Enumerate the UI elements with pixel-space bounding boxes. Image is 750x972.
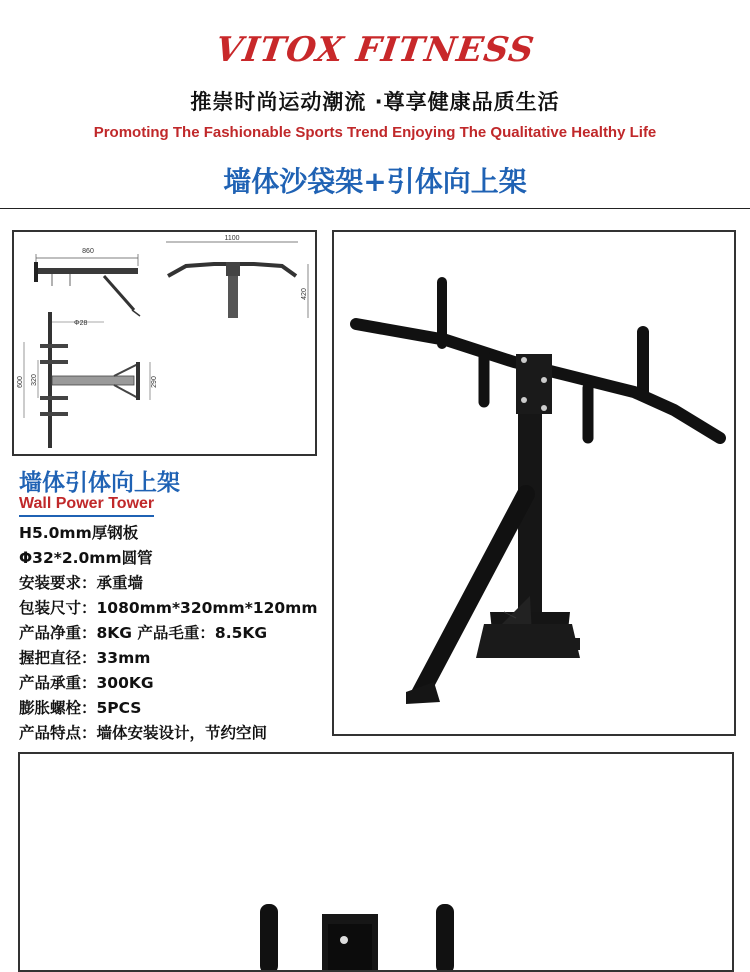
header-divider [0, 208, 750, 209]
spec-item: H5.0mm厚钢板 [19, 524, 139, 542]
dim-1100: 1100 [224, 235, 240, 242]
spec-item: 包装尺寸：1080mm*320mm*120mm [19, 599, 318, 617]
spec-item: 产品承重：300KG [19, 674, 154, 692]
dim-600: 600 [17, 376, 24, 388]
product-photo [332, 230, 736, 736]
spec-item: 产品特点：墙体安装设计，节约空间 [19, 724, 268, 742]
detail-illustration [20, 754, 732, 970]
brand-logo: VITOX FITNESS [212, 30, 538, 70]
spec-item: 膨胀螺栓：5PCS [19, 699, 142, 717]
spec-title-chinese: 墙体引体向上架 [19, 470, 180, 496]
spec-item: 安装要求：承重墙 [19, 574, 144, 592]
front-view [166, 235, 308, 318]
product-title: 墙体沙袋架+引体向上架 [223, 165, 527, 198]
spec-list [19, 521, 317, 746]
technical-drawing [12, 230, 317, 456]
spec-item: 握把直径：33mm [19, 649, 151, 667]
top-view [17, 312, 158, 448]
dim-28: Φ28 [74, 320, 88, 327]
slogan-english: Promoting The Fashionable Sports Trend Enjoying The Qualitative Healthy Life [93, 124, 657, 141]
side-view-top [34, 248, 140, 316]
detail-photo [18, 752, 734, 972]
drawing-svg [14, 232, 315, 454]
slogan-chinese: 推崇时尚运动潮流 ·尊享健康品质生活 [190, 90, 560, 114]
dim-320: 320 [31, 374, 38, 386]
dim-420: 420 [301, 288, 308, 300]
dim-290: 290 [151, 376, 158, 388]
dim-860: 860 [82, 248, 94, 255]
product-illustration [334, 232, 734, 734]
spec-item: 产品净重：8KG 产品毛重：8.5KG [19, 624, 268, 642]
spec-title-english: Wall Power Tower [19, 495, 154, 517]
spec-item: Φ32*2.0mm圆管 [19, 549, 153, 567]
